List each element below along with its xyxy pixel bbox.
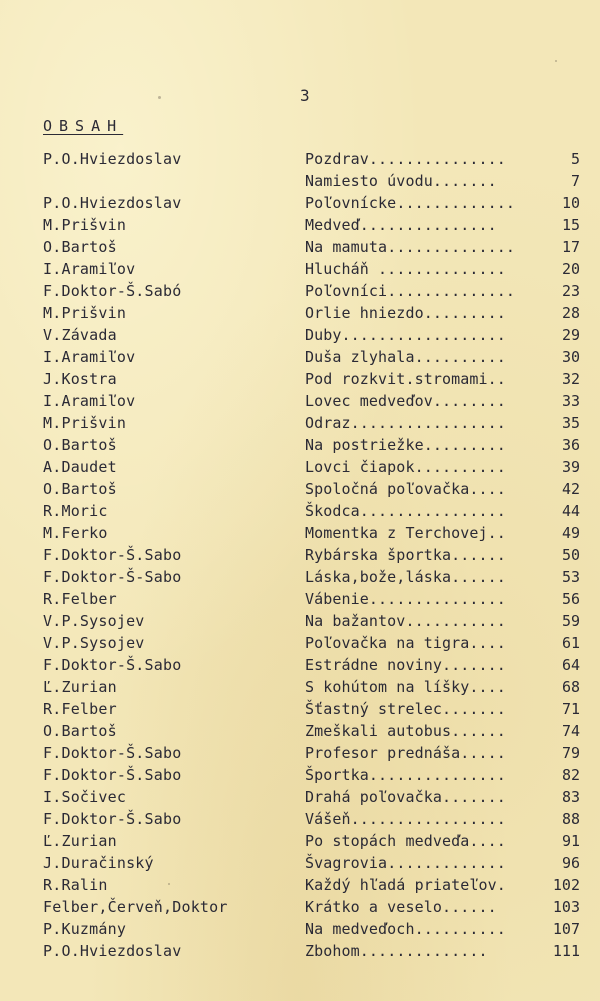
toc-entry-leader-dots: ....... (432, 172, 497, 190)
toc-entry-author: R.Felber (43, 700, 117, 718)
toc-entry-title-text: Rybárska športka (305, 546, 452, 564)
toc-entry-title (305, 720, 506, 742)
toc-entry-title-text: Poľovníci (305, 282, 388, 300)
toc-entry-leader-dots: ..... (460, 744, 506, 762)
toc-entry-author: F.Doktor-Š.Sabó (43, 282, 182, 300)
toc-entry-title-text: Medveď (305, 216, 360, 234)
toc-entry-leader-dots: .................. (341, 326, 506, 344)
toc-entry-leader-dots: ....... (441, 788, 506, 806)
paper-fleck (168, 883, 170, 885)
toc-entry-page-number: 56 (561, 590, 580, 608)
toc-entry-leader-dots: ....... (441, 656, 506, 674)
toc-entry-leader-dots: ........ (432, 392, 506, 410)
toc-entry-title-text: Krátko a veselo (305, 898, 442, 916)
toc-entry-title (305, 148, 506, 170)
toc-entry-leader-dots: .... (469, 480, 506, 498)
toc-entry-leader-dots: .......... (414, 920, 506, 938)
toc-entry (43, 192, 583, 214)
toc-entry-title (305, 544, 506, 566)
toc-entry-page-number: 61 (561, 634, 580, 652)
toc-entry-author: V.P.Sysojev (43, 612, 145, 630)
toc-entry-title-text: Zmeškali autobus (305, 722, 452, 740)
toc-entry (43, 720, 583, 742)
toc-entry-title-text: Na mamuta (305, 238, 388, 256)
toc-entry-title-text: Vášeň (305, 810, 351, 828)
toc-entry (43, 786, 583, 808)
toc-entry-author: F.Doktor-Š.Sabo (43, 810, 182, 828)
toc-entry-title (305, 368, 506, 390)
toc-entry-title-text: Duby (305, 326, 342, 344)
toc-entry-author: I.Aramiľov (43, 348, 136, 366)
toc-entry-leader-dots: ...... (451, 722, 506, 740)
toc-entry-title-text: Na bažantov (305, 612, 406, 630)
toc-entry-title-text: Po stopách medveďa (305, 832, 470, 850)
toc-entry-title-text: Spoločná poľovačka (305, 480, 470, 498)
paper-fleck (555, 60, 557, 62)
toc-entry (43, 214, 583, 236)
toc-entry (43, 500, 583, 522)
toc-entry-leader-dots: .......... (414, 458, 506, 476)
toc-entry-title (305, 412, 506, 434)
toc-entry-title-text: Každý hľadá priateľov (305, 876, 497, 894)
toc-entry-title-text: Poľovnícke (305, 194, 397, 212)
toc-entry-author: O.Bartoš (43, 480, 117, 498)
toc-entry-page-number: 33 (561, 392, 580, 410)
table-of-contents (43, 148, 583, 962)
toc-entry-author: M.Prišvin (43, 414, 127, 432)
toc-entry-page-number: 91 (561, 832, 580, 850)
toc-entry-leader-dots: .. (487, 524, 506, 542)
toc-entry-title-text: Lovci čiapok (305, 458, 415, 476)
toc-entry-author: O.Bartoš (43, 238, 117, 256)
toc-entry (43, 236, 583, 258)
toc-entry-author: F.Doktor-Š-Sabo (43, 568, 182, 586)
toc-entry (43, 346, 583, 368)
toc-entry-page-number: 64 (561, 656, 580, 674)
toc-entry-author: V.Závada (43, 326, 117, 344)
page-number: 3 (300, 86, 310, 105)
toc-entry (43, 808, 583, 830)
toc-entry-author: M.Prišvin (43, 304, 127, 322)
toc-entry (43, 434, 583, 456)
toc-entry-title (305, 588, 506, 610)
toc-entry-title-text: Láska,bože,láska (305, 568, 452, 586)
toc-entry-title (305, 522, 506, 544)
toc-entry-leader-dots: .... (469, 678, 506, 696)
toc-entry-page-number: 82 (561, 766, 580, 784)
toc-entry-title-text: Drahá poľovačka (305, 788, 442, 806)
toc-entry-author: P.O.Hviezdoslav (43, 194, 182, 212)
toc-entry (43, 852, 583, 874)
toc-entry-page-number: 50 (561, 546, 580, 564)
toc-entry-title-text: Na medveďoch (305, 920, 415, 938)
toc-entry-title (305, 764, 506, 786)
toc-entry-page-number: 10 (561, 194, 580, 212)
toc-entry (43, 390, 583, 412)
toc-entry-title (305, 280, 515, 302)
toc-entry-page-number: 49 (561, 524, 580, 542)
toc-entry-author: O.Bartoš (43, 436, 117, 454)
toc-entry-page-number: 23 (561, 282, 580, 300)
toc-entry-page-number: 29 (561, 326, 580, 344)
toc-entry-title (305, 500, 506, 522)
contents-heading: OBSAH (43, 117, 124, 135)
toc-entry-author: Felber,Červeň,Doktor (43, 898, 228, 916)
toc-entry-author: J.Duračinský (43, 854, 154, 872)
toc-entry-title (305, 236, 515, 258)
toc-entry-page-number: 107 (552, 920, 580, 938)
toc-entry-leader-dots: .............. (387, 282, 516, 300)
toc-entry-author: I.Aramiľov (43, 392, 136, 410)
toc-entry (43, 742, 583, 764)
toc-entry (43, 412, 583, 434)
toc-entry-leader-dots: ............... (368, 590, 506, 608)
toc-entry-page-number: 7 (570, 172, 580, 190)
toc-entry-title (305, 192, 515, 214)
toc-entry-leader-dots: ....... (441, 700, 506, 718)
toc-entry-author: M.Prišvin (43, 216, 127, 234)
toc-entry-page-number: 79 (561, 744, 580, 762)
toc-entry-leader-dots: ............. (387, 854, 506, 872)
toc-entry-author: F.Doktor-Š.Sabo (43, 546, 182, 564)
toc-entry (43, 324, 583, 346)
toc-entry-title (305, 478, 506, 500)
toc-entry (43, 280, 583, 302)
toc-entry-page-number: 74 (561, 722, 580, 740)
toc-entry-author: M.Ferko (43, 524, 108, 542)
toc-entry-author: F.Doktor-Š.Sabo (43, 744, 182, 762)
toc-entry-title-text: Odraz (305, 414, 351, 432)
toc-entry-title (305, 170, 497, 192)
toc-entry-author: R.Felber (43, 590, 117, 608)
toc-entry-title-text: Lovec medveďov (305, 392, 433, 410)
toc-entry (43, 654, 583, 676)
toc-entry-leader-dots: ................. (350, 414, 506, 432)
toc-entry (43, 258, 583, 280)
toc-entry-title (305, 918, 506, 940)
toc-entry-page-number: 111 (552, 942, 580, 960)
toc-entry-page-number: 17 (561, 238, 580, 256)
toc-entry-title-text: Švagrovia (305, 854, 388, 872)
toc-entry-leader-dots: .............. (359, 942, 488, 960)
toc-entry-author: R.Ralin (43, 876, 108, 894)
toc-entry-title-text: Poľovačka na tigra (305, 634, 470, 652)
toc-entry-author: Ľ.Zurian (43, 832, 117, 850)
toc-entry (43, 830, 583, 852)
toc-entry-page-number: 15 (561, 216, 580, 234)
toc-entry-title (305, 852, 506, 874)
toc-entry-leader-dots: ................ (359, 502, 506, 520)
toc-entry (43, 918, 583, 940)
toc-entry-title (305, 324, 506, 346)
toc-entry-page-number: 102 (552, 876, 580, 894)
toc-entry-leader-dots: ...... (451, 568, 506, 586)
toc-entry (43, 610, 583, 632)
toc-entry-leader-dots: .............. (368, 260, 506, 278)
toc-entry-leader-dots: ............... (359, 216, 497, 234)
toc-entry-title (305, 896, 497, 918)
toc-entry-author: F.Doktor-Š.Sabo (43, 656, 182, 674)
toc-entry-title-text: Vábenie (305, 590, 369, 608)
toc-entry-title (305, 940, 488, 962)
toc-entry (43, 566, 583, 588)
toc-entry-author: Ľ.Zurian (43, 678, 117, 696)
toc-entry-author: P.O.Hviezdoslav (43, 150, 182, 168)
toc-entry (43, 632, 583, 654)
toc-entry-page-number: 53 (561, 568, 580, 586)
toc-entry (43, 676, 583, 698)
toc-entry-leader-dots: .. (487, 370, 506, 388)
toc-entry-title-text: Pod rozkvit.stromami (305, 370, 488, 388)
toc-entry-title (305, 390, 506, 412)
toc-entry (43, 478, 583, 500)
toc-entry-title (305, 632, 506, 654)
toc-entry-page-number: 103 (552, 898, 580, 916)
toc-entry-page-number: 44 (561, 502, 580, 520)
toc-entry-leader-dots: ......... (423, 436, 506, 454)
toc-entry-leader-dots: ...... (441, 898, 497, 916)
toc-entry-title-text: Športka (305, 766, 369, 784)
toc-entry-author: P.O.Hviezdoslav (43, 942, 182, 960)
toc-entry-author: I.Sočivec (43, 788, 127, 806)
toc-entry-leader-dots: ................. (350, 810, 506, 828)
toc-entry-page-number: 32 (561, 370, 580, 388)
toc-entry-author: O.Bartoš (43, 722, 117, 740)
toc-entry (43, 456, 583, 478)
toc-entry-title-text: Namiesto úvodu (305, 172, 433, 190)
toc-entry-title-text: Na postriežke (305, 436, 424, 454)
toc-entry-title (305, 456, 506, 478)
toc-entry-title-text: Profesor prednáša (305, 744, 461, 762)
toc-entry-page-number: 83 (561, 788, 580, 806)
toc-entry-title-text: S kohútom na líšky (305, 678, 470, 696)
toc-entry-title-text: Duša zlyhala (305, 348, 415, 366)
toc-entry-page-number: 42 (561, 480, 580, 498)
toc-entry-title (305, 214, 497, 236)
toc-entry (43, 170, 583, 192)
toc-entry-leader-dots: ............... (368, 766, 506, 784)
toc-entry-title-text: Škodca (305, 502, 360, 520)
toc-entry-page-number: 96 (561, 854, 580, 872)
toc-entry (43, 302, 583, 324)
toc-entry-title (305, 676, 506, 698)
toc-entry-leader-dots: ......... (423, 304, 506, 322)
toc-entry-title (305, 566, 506, 588)
toc-entry-page-number: 59 (561, 612, 580, 630)
toc-entry-title (305, 874, 506, 896)
toc-entry-page-number: 36 (561, 436, 580, 454)
toc-entry-title (305, 698, 506, 720)
toc-entry (43, 544, 583, 566)
toc-entry-leader-dots: ........... (405, 612, 506, 630)
toc-entry-title (305, 786, 506, 808)
toc-entry-page-number: 28 (561, 304, 580, 322)
toc-entry (43, 522, 583, 544)
toc-entry-title-text: Hlucháň (305, 260, 369, 278)
toc-entry-author: F.Doktor-Š.Sabo (43, 766, 182, 784)
toc-entry-title (305, 830, 506, 852)
toc-entry-author: V.P.Sysojev (43, 634, 145, 652)
toc-entry-page-number: 30 (561, 348, 580, 366)
toc-entry (43, 588, 583, 610)
toc-entry (43, 368, 583, 390)
toc-entry-title (305, 808, 506, 830)
toc-entry-leader-dots: .............. (387, 238, 516, 256)
toc-entry-author: R.Moric (43, 502, 108, 520)
toc-entry-title-text: Pozdrav (305, 150, 369, 168)
toc-entry (43, 896, 583, 918)
toc-entry-title-text: Šťastný strelec (305, 700, 442, 718)
toc-entry-leader-dots: .... (469, 832, 506, 850)
toc-entry (43, 874, 583, 896)
toc-entry-title-text: Momentka z Terchovej (305, 524, 488, 542)
toc-entry-page-number: 20 (561, 260, 580, 278)
toc-entry-page-number: 71 (561, 700, 580, 718)
toc-entry-title (305, 742, 506, 764)
toc-entry-title (305, 434, 506, 456)
toc-entry-page-number: 35 (561, 414, 580, 432)
toc-entry (43, 698, 583, 720)
toc-entry-leader-dots: .... (469, 634, 506, 652)
toc-entry-author: P.Kuzmány (43, 920, 127, 938)
toc-entry-title (305, 610, 506, 632)
toc-entry-title (305, 346, 506, 368)
toc-entry-leader-dots: . (496, 876, 506, 894)
toc-entry-page-number: 88 (561, 810, 580, 828)
toc-entry-title-text: Estrádne noviny (305, 656, 442, 674)
toc-entry-page-number: 5 (570, 150, 580, 168)
toc-entry-page-number: 68 (561, 678, 580, 696)
toc-entry-leader-dots: ............... (368, 150, 506, 168)
paper-fleck (158, 96, 161, 99)
toc-entry-author: A.Daudet (43, 458, 117, 476)
toc-entry-title (305, 302, 506, 324)
toc-entry-author: I.Aramiľov (43, 260, 136, 278)
toc-entry (43, 940, 583, 962)
toc-entry-leader-dots: ...... (451, 546, 506, 564)
toc-entry-author: J.Kostra (43, 370, 117, 388)
toc-entry-title (305, 258, 506, 280)
toc-entry (43, 148, 583, 170)
toc-entry-title-text: Zbohom (305, 942, 360, 960)
toc-entry (43, 764, 583, 786)
toc-entry-page-number: 39 (561, 458, 580, 476)
toc-entry-leader-dots: .......... (414, 348, 506, 366)
toc-entry-title (305, 654, 506, 676)
toc-entry-title-text: Orlie hniezdo (305, 304, 424, 322)
toc-entry-leader-dots: ............. (396, 194, 516, 212)
